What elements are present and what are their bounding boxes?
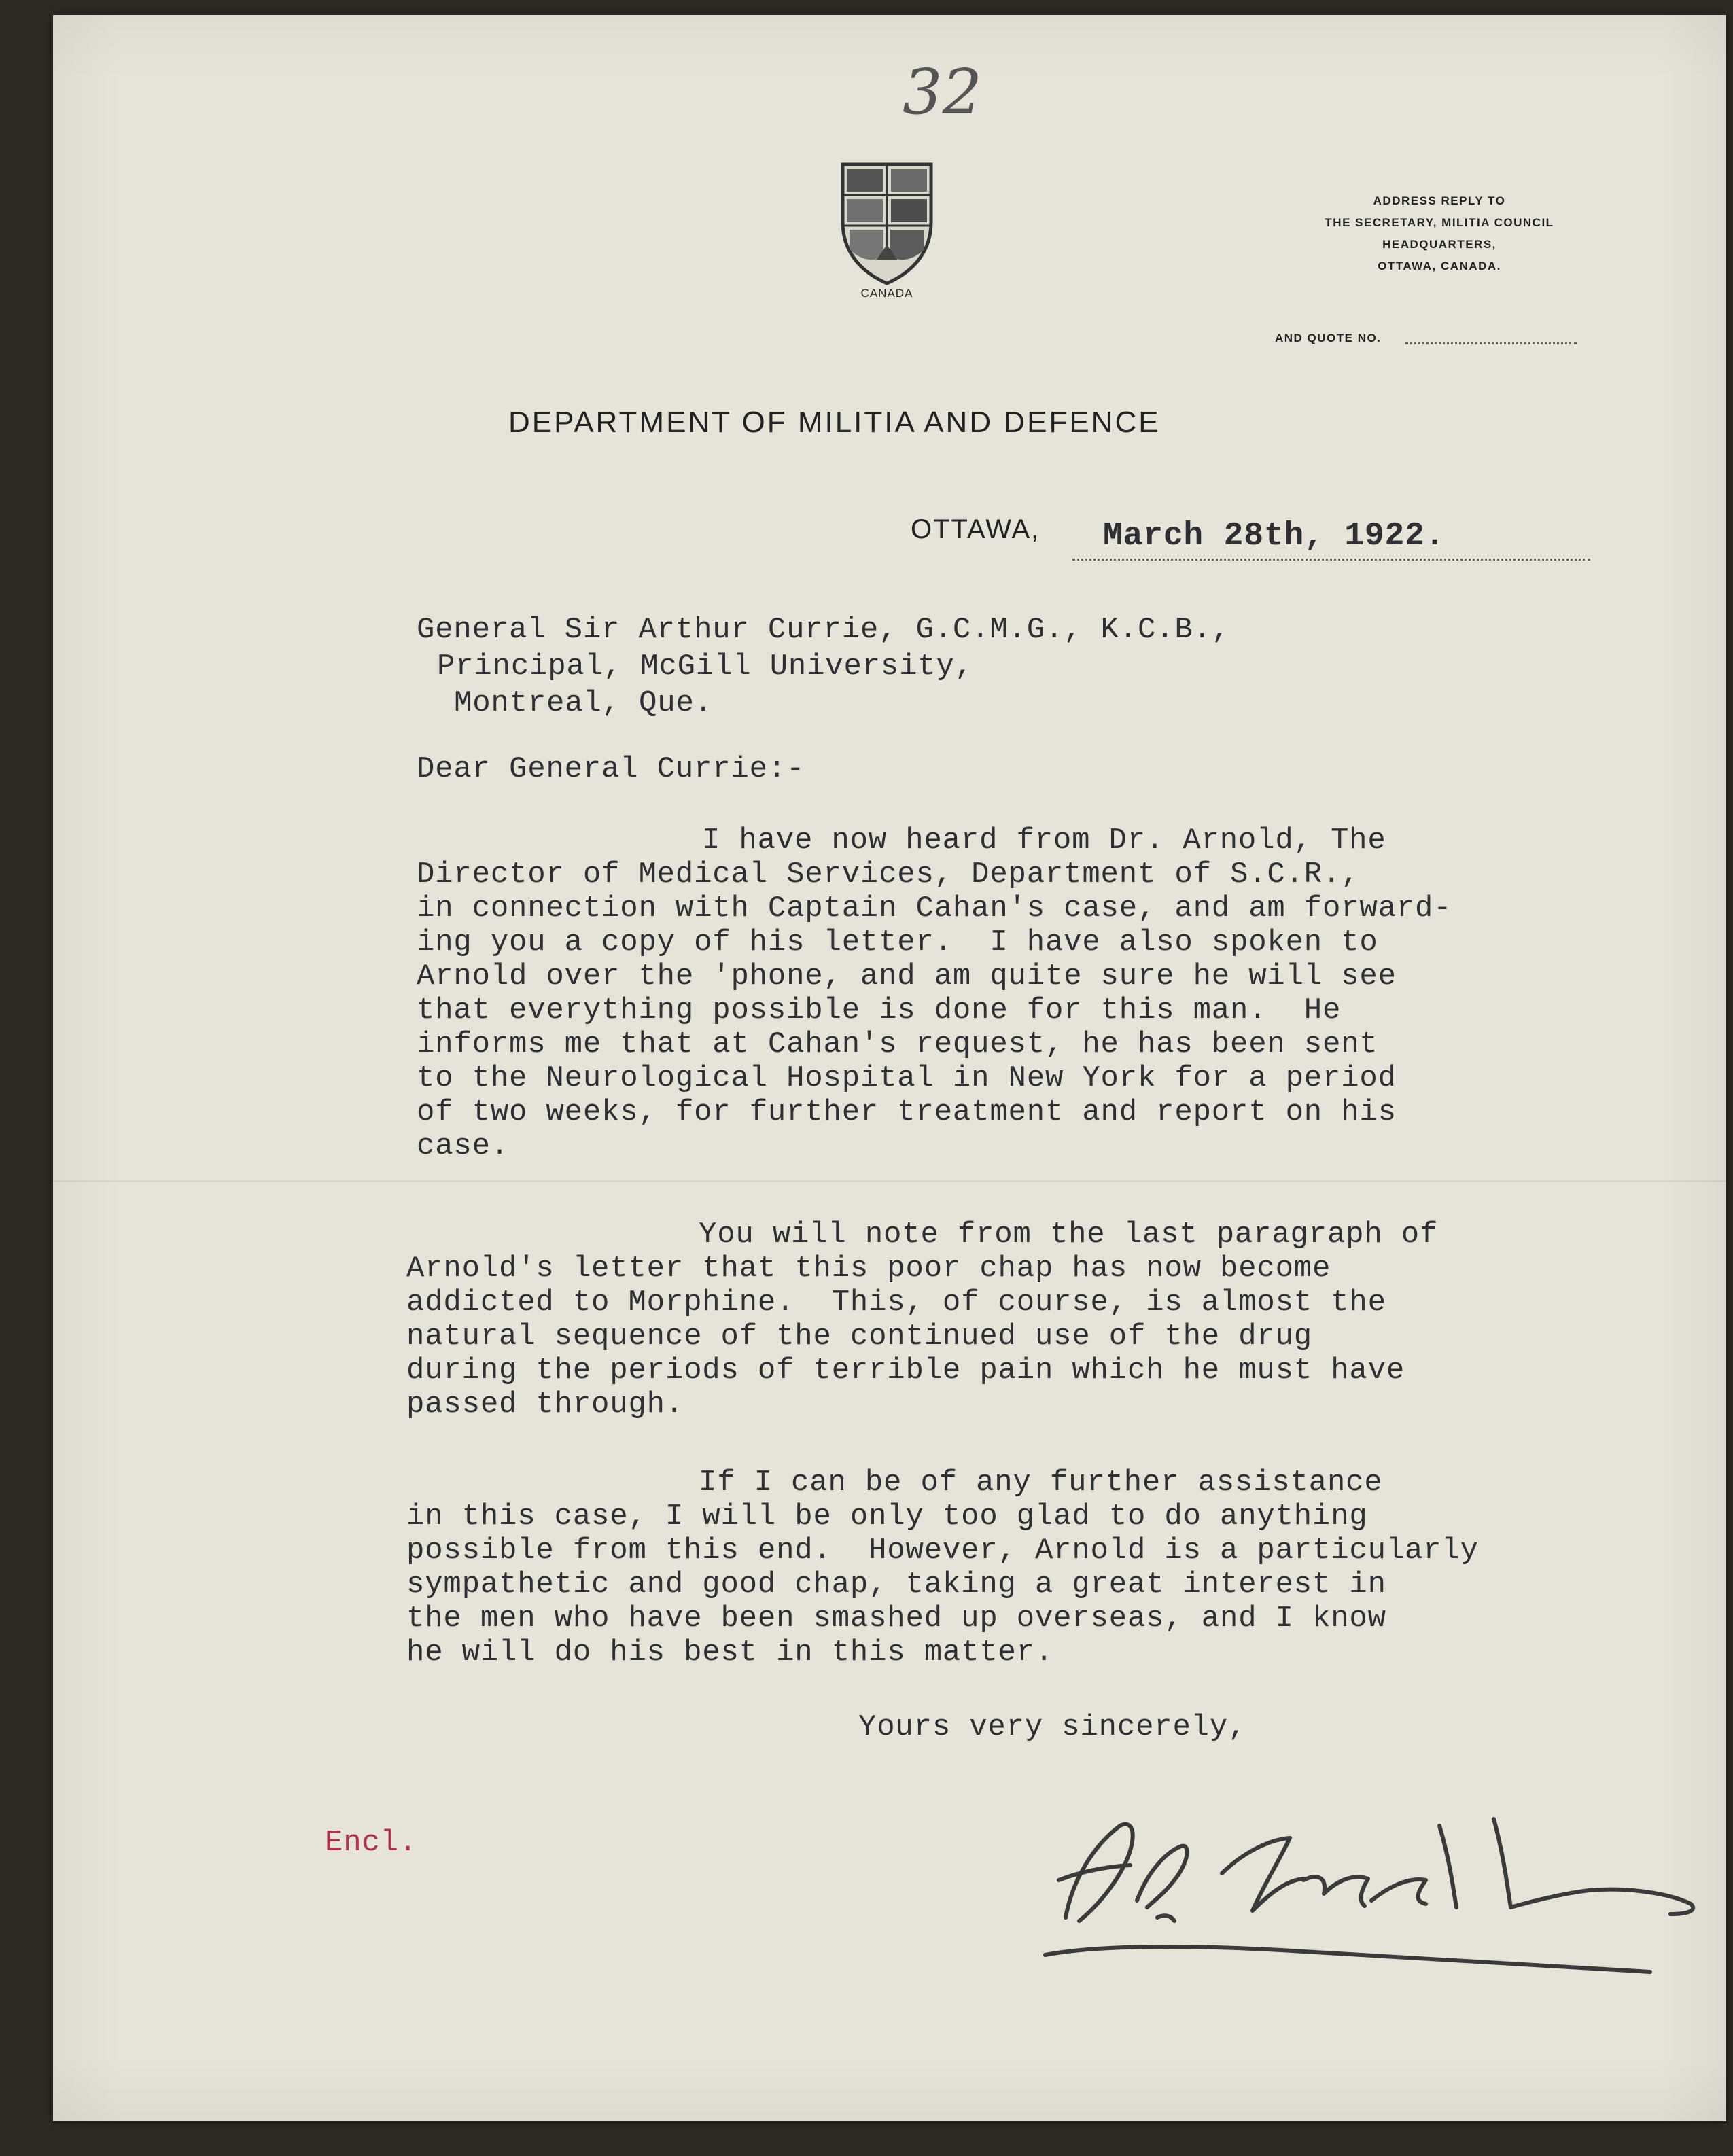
letter-page — [53, 15, 1726, 2121]
signature — [1018, 1799, 1711, 1982]
recipient-title: Principal, McGill University, — [437, 650, 973, 684]
page-number: 32 — [903, 56, 983, 128]
paragraph-line: that everything possible is done for this man. He — [417, 993, 1342, 1027]
paragraph-line: Arnold's letter that this poor chap has now become — [406, 1252, 1331, 1286]
reply-address — [1256, 190, 1623, 277]
paragraph-line: Arnold over the 'phone, and am quite sure he will see — [417, 959, 1397, 993]
paragraph-line: natural sequence of the continued use of the drug — [406, 1320, 1313, 1354]
letter-date: March 28th, 1922. — [1103, 518, 1446, 554]
paragraph-line: ing you a copy of his letter. I have also spoken to — [417, 925, 1378, 959]
paragraph-line: possible from this end. However, Arnold is a particularly — [406, 1534, 1479, 1568]
address-line: HEADQUARTERS, — [1382, 238, 1496, 251]
paragraph-line: to the Neurological Hospital in New York for a period — [417, 1061, 1397, 1095]
paragraph-line: the men who have been smashed up overseas, and I know — [406, 1602, 1386, 1636]
country-label: CANADA — [860, 287, 913, 300]
salutation: Dear General Currie:- — [417, 752, 805, 786]
paragraph-3 — [406, 1466, 1479, 1669]
closing: Yours very sincerely, — [858, 1710, 1247, 1744]
paragraph-line: Director of Medical Services, Department of S.C.R., — [417, 858, 1360, 891]
paragraph-1 — [417, 824, 1452, 1163]
paragraph-line: during the periods of terrible pain which he must have — [406, 1354, 1405, 1388]
date-line — [1072, 559, 1590, 561]
paragraph-line: informs me that at Cahan's request, he has been sent — [417, 1027, 1378, 1061]
paragraph-line: in this case, I will be only too glad to do anything — [406, 1500, 1368, 1534]
paragraph-line: You will note from the last paragraph of — [699, 1218, 1439, 1252]
address-line: THE SECRETARY, MILITIA COUNCIL — [1325, 216, 1554, 229]
paragraph-line: sympathetic and good chap, taking a great interest in — [406, 1568, 1386, 1602]
recipient-name: General Sir Arthur Currie, G.C.M.G., K.C.B., — [417, 613, 1230, 647]
paragraph-line: I have now heard from Dr. Arnold, The — [702, 824, 1386, 858]
paragraph-2 — [406, 1218, 1438, 1421]
place-label: OTTAWA, — [911, 514, 1040, 544]
quote-number-label: AND QUOTE NO. — [1275, 332, 1382, 344]
enclosure-note: Encl. — [325, 1826, 418, 1860]
paragraph-line: passed through. — [406, 1388, 684, 1421]
paragraph-line: he will do his best in this matter. — [406, 1636, 1054, 1669]
paragraph-line: addicted to Morphine. This, of course, is almost the — [406, 1286, 1386, 1320]
recipient-city: Montreal, Que. — [454, 686, 713, 720]
paragraph-line: If I can be of any further assistance — [699, 1466, 1383, 1500]
quote-number-line — [1405, 342, 1577, 344]
fold-crease — [53, 1180, 1726, 1182]
paragraph-line: in connection with Captain Cahan's case, and am forward- — [417, 891, 1452, 925]
address-line: ADDRESS REPLY TO — [1373, 194, 1506, 207]
canada-coat-of-arms-icon — [836, 158, 938, 287]
paragraph-line: case. — [417, 1129, 510, 1163]
paragraph-line: of two weeks, for further treatment and report on his — [417, 1095, 1397, 1129]
address-line: OTTAWA, CANADA. — [1378, 260, 1501, 272]
department-title: DEPARTMENT OF MILITIA AND DEFENCE — [508, 406, 1161, 439]
